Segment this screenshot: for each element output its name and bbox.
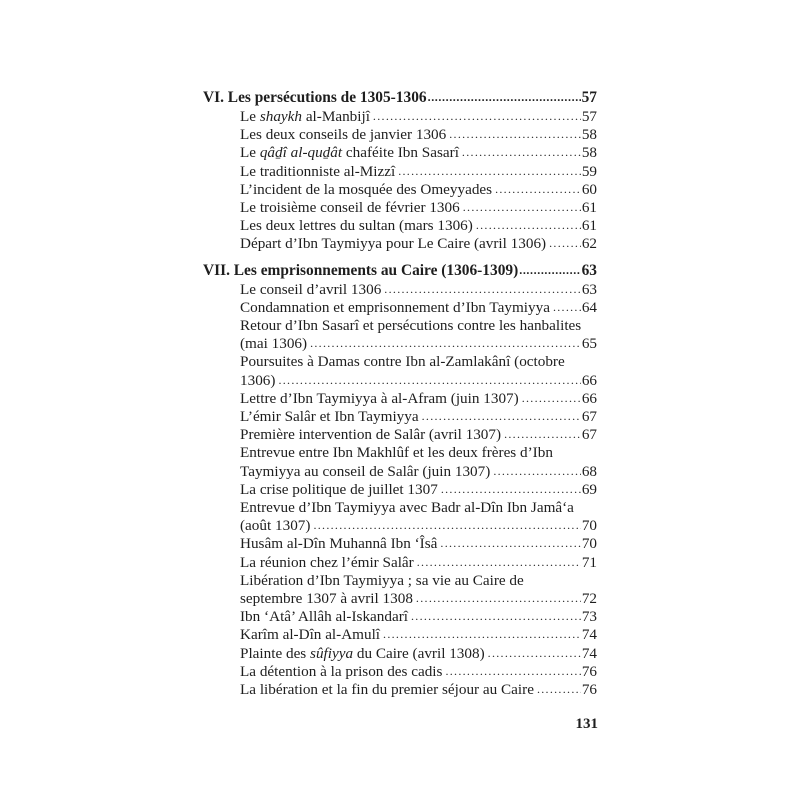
toc-entry (240, 108, 597, 126)
toc-section-vii (203, 261, 597, 700)
entry-page: 73 (581, 608, 597, 626)
entry-title (240, 108, 370, 126)
section-title: VII. Les emprisonnements au Caire (1306-1309) (203, 261, 519, 279)
toc-entry (240, 554, 597, 572)
entry-title: septembre 1307 à avril 1308 (240, 590, 413, 608)
table-of-contents (203, 88, 597, 699)
entry-page: 63 (581, 280, 597, 298)
entry-page: 74 (581, 644, 597, 662)
dot-leader (313, 519, 580, 531)
entry-text: Le (240, 108, 260, 125)
dot-leader (416, 592, 581, 604)
dot-leader (384, 283, 581, 295)
entry-title: La libération et la fin du premier séjour au Caire (240, 681, 534, 699)
entry-page: 68 (581, 462, 597, 480)
entry-title: L’émir Salâr et Ibn Taymiyya (240, 408, 419, 426)
dot-leader (549, 237, 581, 249)
entry-text: du Caire (avril 1308) (353, 644, 485, 662)
entry-title: Lettre d’Ibn Taymiyya à al-Afram (juin 1307) (240, 389, 519, 407)
toc-entry (240, 217, 597, 235)
toc-entry (240, 645, 597, 663)
section-heading (203, 88, 597, 107)
dot-leader (476, 219, 581, 231)
entry-title: Le troisième conseil de février 1306 (240, 199, 460, 217)
dot-leader (278, 374, 580, 386)
entry-page: 64 (581, 298, 597, 316)
dot-leader (495, 183, 581, 195)
entry-title (240, 144, 459, 162)
entry-title: 1306) (240, 371, 276, 389)
toc-entries (203, 281, 597, 700)
entry-page: 76 (581, 681, 597, 699)
entry-page: 65 (581, 335, 597, 353)
dot-leader (463, 201, 581, 213)
entry-page: 66 (581, 371, 597, 389)
dot-leader (504, 428, 581, 440)
toc-entry (240, 681, 597, 699)
entry-page: 74 (581, 626, 597, 644)
toc-entry (240, 663, 597, 681)
toc-section-vi (203, 88, 597, 254)
toc-entry (240, 163, 597, 181)
entry-page: 62 (581, 235, 597, 253)
entry-page: 66 (581, 389, 597, 407)
entry-title-line: Retour d’Ibn Sasarî et persécutions contre les hanbalites (240, 317, 582, 335)
dot-leader (411, 610, 581, 622)
entry-page: 61 (581, 199, 597, 217)
entry-title: Karîm al-Dîn al-Amulî (240, 626, 381, 644)
dot-leader (310, 337, 581, 349)
toc-entry (240, 608, 597, 626)
entry-title-line: Entrevue entre Ibn Makhlûf et les deux frères d’Ibn (240, 444, 553, 462)
toc-entry (240, 626, 597, 644)
toc-entry (240, 144, 597, 162)
dot-leader (383, 628, 581, 640)
dot-leader (488, 647, 581, 659)
entry-page: 71 (581, 553, 597, 571)
dot-leader (422, 410, 581, 422)
section-heading (203, 261, 597, 280)
toc-entry (240, 335, 597, 353)
dot-leader (428, 91, 581, 103)
entry-transliterated-name: Sasarî (421, 144, 459, 162)
dot-leader (493, 465, 581, 477)
dot-leader (417, 556, 581, 568)
section-title: VI. Les persécutions de 1305-1306 (203, 89, 427, 106)
entry-page: 70 (581, 535, 597, 553)
toc-entry (240, 299, 597, 317)
dot-leader (440, 537, 580, 549)
toc-entry (240, 463, 597, 481)
entry-text: al-Manbijî (302, 108, 370, 125)
dot-leader (441, 483, 581, 495)
entry-italic-term: shaykh (259, 108, 303, 125)
entry-page: 70 (581, 517, 597, 535)
dot-leader (522, 392, 581, 404)
dot-leader (445, 665, 580, 677)
toc-entry (240, 281, 597, 299)
toc-entry (240, 235, 597, 253)
toc-entry (240, 426, 597, 444)
entry-page: 58 (581, 144, 597, 162)
toc-entry (240, 372, 597, 390)
dot-leader (373, 110, 581, 122)
entry-title: Les deux conseils de janvier 1306 (240, 126, 447, 144)
entry-italic-term: qâḏî al-quḏât (259, 144, 343, 162)
entry-title-line: Entrevue d’Ibn Taymiyya avec Badr al-Dîn Ibn Jamâ‘a (240, 499, 574, 517)
entry-page: 72 (581, 590, 597, 608)
dot-leader (537, 683, 581, 695)
toc-entry (240, 390, 597, 408)
toc-entry (240, 126, 597, 144)
entry-title: Taymiyya au conseil de Salâr (juin 1307) (240, 462, 491, 480)
entry-page: 67 (581, 408, 597, 426)
toc-entry (240, 517, 597, 535)
entry-title: (mai 1306) (240, 335, 308, 353)
entry-text: Plainte des (240, 644, 311, 662)
entry-page: 58 (581, 126, 597, 144)
entry-title-line: Poursuites à Damas contre Ibn al-Zamlakânî (octobre (240, 353, 565, 371)
entry-page: 59 (581, 162, 597, 180)
page-number: 131 (575, 716, 598, 732)
entry-title: (août 1307) (240, 517, 311, 535)
entry-page: 67 (581, 426, 597, 444)
dot-leader (462, 146, 581, 158)
entry-page: 57 (581, 108, 597, 125)
entry-title: Condamnation et emprisonnement d’Ibn Taymiyya (240, 298, 550, 316)
entry-title: Première intervention de Salâr (avril 1307) (240, 426, 502, 444)
dot-leader (553, 301, 581, 313)
dot-leader (519, 264, 580, 276)
entry-title: Départ d’Ibn Taymiyya pour Le Caire (avril 1306) (240, 235, 547, 253)
entry-title: Ibn ‘Atâ’ Allâh al-Iskandarî (240, 608, 408, 626)
entry-title: Husâm al-Dîn Muhannâ Ibn ‘Îsâ (240, 535, 438, 553)
toc-entry (240, 481, 597, 499)
entry-page: 76 (581, 662, 597, 680)
entry-title: L’incident de la mosquée des Omeyyades (240, 180, 493, 198)
entry-title: Les deux lettres du sultan (mars 1306) (240, 217, 473, 235)
toc-entry (240, 408, 597, 426)
entry-page: 61 (581, 217, 597, 235)
toc-entry (240, 181, 597, 199)
entry-page: 60 (581, 180, 597, 198)
entry-title (240, 645, 485, 663)
section-page: 57 (581, 89, 597, 106)
toc-entry (240, 535, 597, 553)
entry-text: chaféite Ibn (342, 144, 422, 162)
entry-text: Le (240, 144, 260, 162)
dot-leader (449, 128, 581, 140)
toc-entries (203, 108, 597, 254)
entry-title: La détention à la prison des cadis (240, 662, 443, 680)
entry-title: Le traditionniste al-Mizzî (240, 162, 396, 180)
dot-leader (398, 165, 581, 177)
entry-title: La réunion chez l’émir Salâr (240, 553, 414, 571)
entry-title-line: Libération d’Ibn Taymiyya ; sa vie au Caire de (240, 571, 524, 589)
entry-italic-term: sûfiyya (310, 644, 354, 662)
entry-page: 69 (581, 480, 597, 498)
section-page: 63 (581, 261, 597, 279)
toc-entry (240, 199, 597, 217)
toc-entry (240, 590, 597, 608)
entry-title: La crise politique de juillet 1307 (240, 480, 438, 498)
entry-title: Le conseil d’avril 1306 (240, 280, 382, 298)
